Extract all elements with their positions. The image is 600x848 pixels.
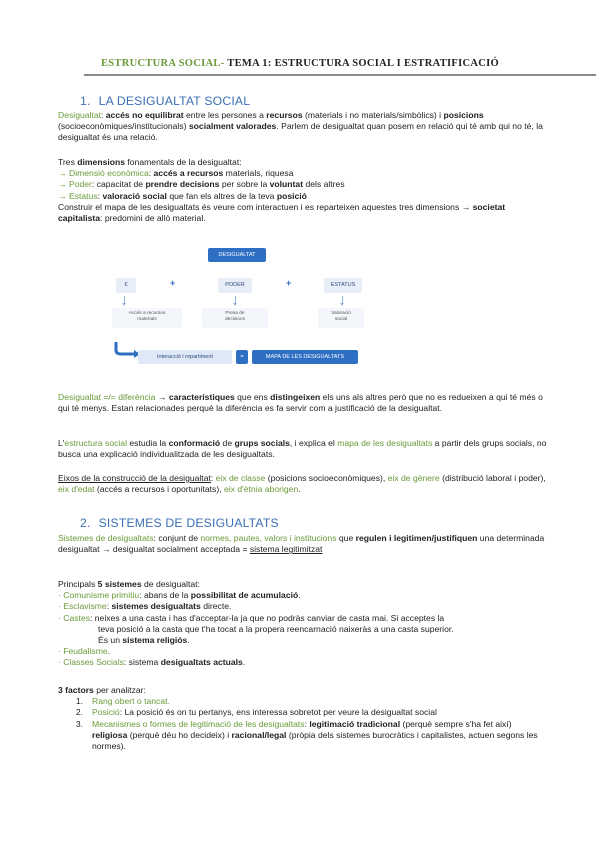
- social-structure-paragraph: L'estructura social estudia la conformació de grups socials, i explica el mapa de les desigualtats a partir dels grups socials, no busca una explicació individualitzada de les desigualtats.: [58, 438, 547, 460]
- section-1-heading: 1. LA DESIGUALTAT SOCIAL: [80, 94, 251, 108]
- difference-paragraph: Desigualtat =/= diferència → característiques que ens distingeixen els uns als altres però que no es redueixen a qui té més o qui té menys. Estan relacionades perquè la diferència es fa servir com a justificació de la desigualtat.: [58, 392, 543, 414]
- diagram-arrow-1: [124, 296, 125, 304]
- diagram-economic-desc: Accés a recursos materials: [112, 308, 182, 328]
- diagram-plus-1: +: [170, 278, 176, 288]
- inequality-diagram: [112, 246, 362, 372]
- title-divider: [84, 74, 596, 76]
- systems-list: Principals 5 sistemes de desigualtat: · Comunisme primitiu: abans de la possibilitat de acumulació. · Esclavisme: sistemes desigualtats directe. · Castes: neixes a una casta i has d'acceptar-la ja que no podràs canviar de casta mai. Si acceptes la teva posició a la casta que t'ha tocat a la propera reencarnació naixeràs a una casta superior. És un sistema religiós. · Feudalisme. · Classes Socials: sistema desigualtats actuals.: [58, 579, 454, 668]
- diagram-power-box: PODER: [218, 278, 252, 293]
- section-1-definition: Desigualtat: accés no equilibrat entre les persones a recursos (materials i no materials/simbòlics) i posicions (socioeconòmiques/institucionals) socialment valorades. Parlem de desigualtat quan posem en relació qui té amb qui no té, la desigualtat és una relació.: [58, 110, 543, 143]
- diagram-equals-box: =: [236, 350, 248, 364]
- document-title: ESTRUCTURA SOCIAL- TEMA 1: ESTRUCTURA SOCIAL I ESTRATIFICACIÓ: [100, 58, 500, 69]
- diagram-top-box: DESIGUALTAT: [208, 248, 266, 262]
- diagram-arrow-2: [235, 296, 236, 304]
- diagram-interaction-box: Interacció i repartiment: [138, 350, 232, 364]
- section-2-definition: Sistemes de desigualtats: conjunt de normes, pautes, valors i institucions que regulen i legitimen/justifiquen una determinada desigualtat → desigualtat socialment acceptada = sistema legitimitzat: [58, 533, 545, 555]
- factors-list: 3 factors per analitzar: 1. Rang obert o tancat. 2. Posició: La posició és on tu pertanys, ens interessa sobretot per veure la desigualtat social 3. Mecanismes o formes de legitimació de les desigualtats: legitimació tradicional (perquè sempre s'ha fet així) religiosa (perquè déu ho decideix) i racional/legal (pròpia dels sistemes burocràtics i capitalistes, actuen segons les normes).: [58, 685, 538, 752]
- diagram-power-desc: Presa de decisions: [202, 308, 268, 328]
- diagram-map-box: MAPA DE LES DESIGUALTATS: [252, 350, 358, 364]
- diagram-arrow-3: [342, 296, 343, 304]
- section-2-heading: 2. SISTEMES DE DESIGUALTATS: [80, 516, 279, 530]
- diagram-economic-box: €: [116, 278, 136, 293]
- diagram-status-desc: Valoració social: [318, 308, 364, 328]
- diagram-status-box: ESTATUS: [324, 278, 362, 293]
- axes-paragraph: Eixos de la construcció de la desigualtat: eix de classe (posicions socioeconòmiques), eix de gènere (distribució laboral i poder), eix d'edat (accés a recursos i oportunitats), eix d'ètnia aborigen.: [58, 473, 546, 495]
- dimensions-list: Tres dimensions fonamentals de la desigualtat: → Dimensió econòmica: accés a recursos materials, riquesa → Poder: capacitat de prendre decisions per sobre la voluntat dels altres → Estatus: valoració social que fan els altres de la teva posició Construir el mapa de les desigualtats és veure com interactuen i es reparteixen aquestes tres dimensions → societat capitalista: predomini de allò material.: [58, 157, 506, 224]
- diagram-plus-2: +: [286, 278, 292, 288]
